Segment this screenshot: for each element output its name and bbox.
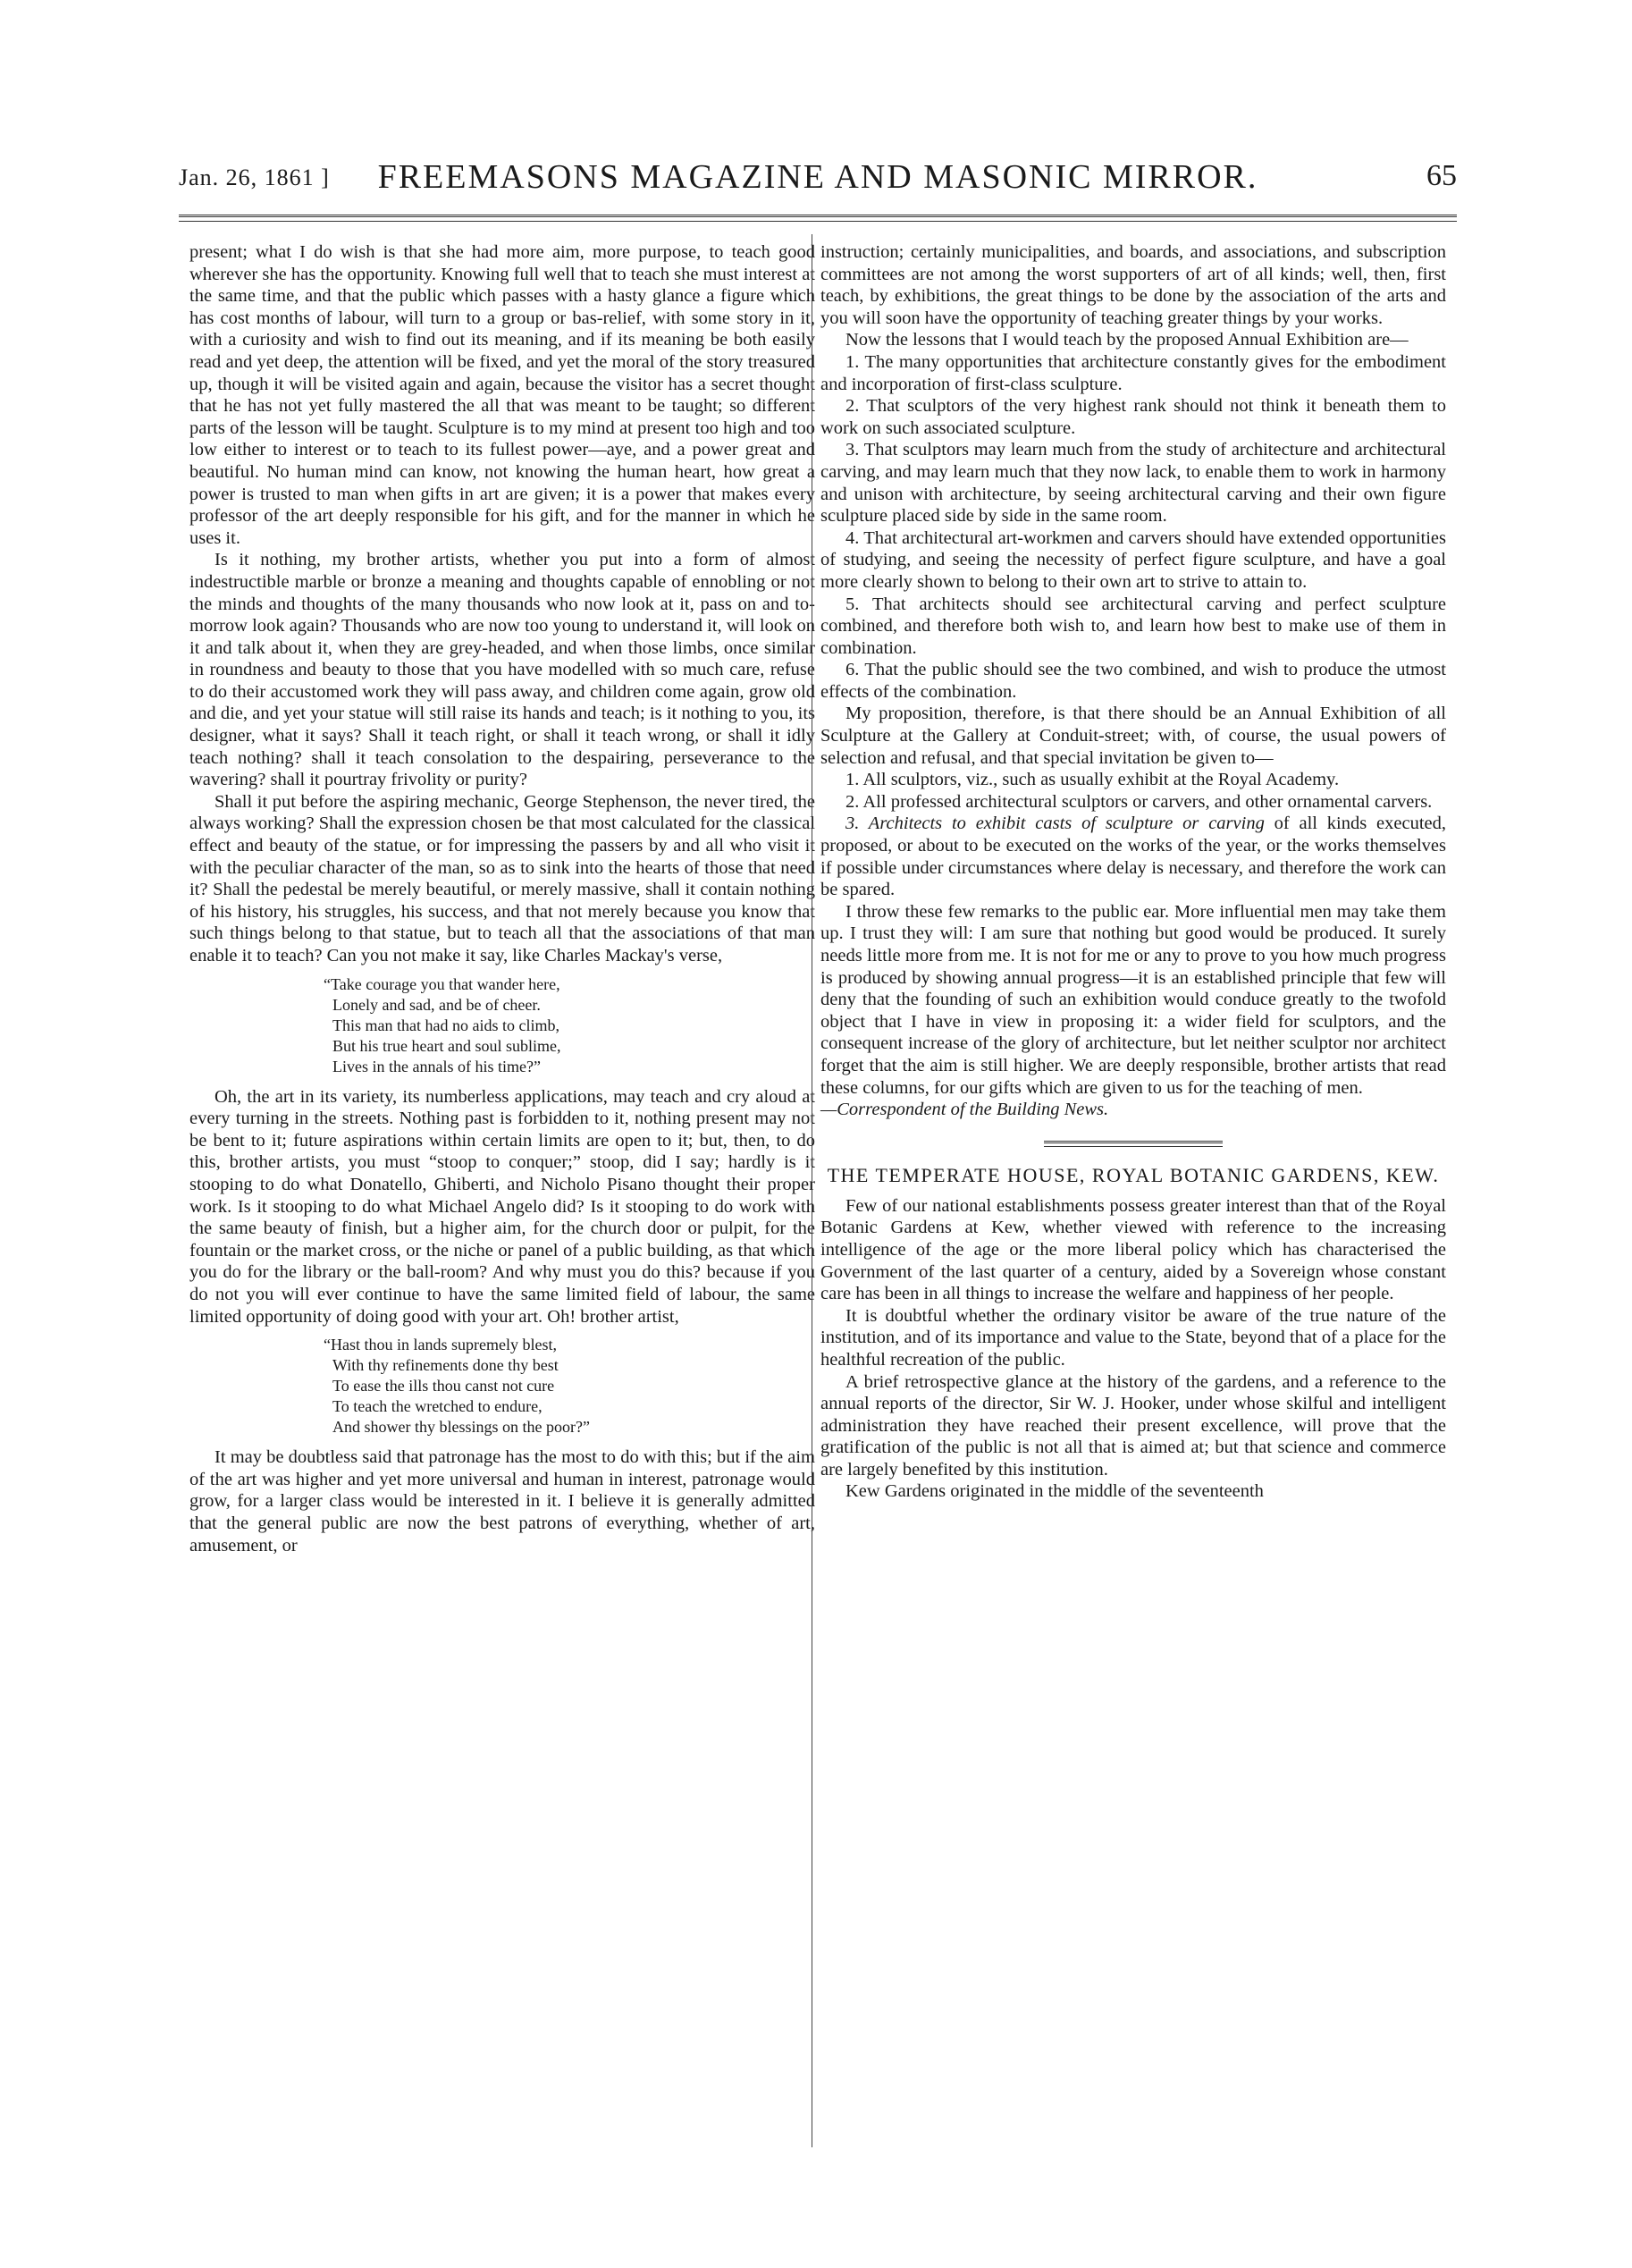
left-paragraph-5: It may be doubtless said that patronage has the most to do with this; but if the aim of the art was higher and yet more universal and human in interest, patronage would grow, for a larger class would be interested in it. I believe it is generally admitted that the general public are now the best patrons of everything, whether of art, amusement, or xyxy=(189,1447,815,1556)
left-column xyxy=(189,241,815,1556)
kew-paragraph-3: A brief retrospective glance at the history of the gardens, and a reference to the annual reports of the director, Sir W. J. Hooker, under whose skilful and intelligent administration they have reached their present excellence, will prove that the gratification of the public is not all that is aimed at; but that science and commerce are largely benefited by this institution. xyxy=(820,1371,1446,1480)
verse-line: To ease the ills thou canst not cure xyxy=(332,1377,555,1395)
lesson-item-2: 2. That sculptors of the very highest rank should not think it beneath them to work on such associated sculpture. xyxy=(820,396,1446,438)
masthead-title: FREEMASONS MAGAZINE AND MASONIC MIRROR. xyxy=(377,158,1258,196)
verse-brother-artist xyxy=(324,1335,815,1438)
page-header xyxy=(179,152,1457,206)
section-title: THE TEMPERATE HOUSE, ROYAL BOTANIC GARDENS, KEW. xyxy=(827,1163,1440,1186)
header-rule xyxy=(179,215,1457,222)
verse-line: Lonely and sad, and be of cheer. xyxy=(332,995,541,1014)
invite-item-3-rest: of all kinds executed, proposed, or about to be executed on the works of the year, or the works themselves if possible under circumstances where delay is necessary, and therefore the work can be spared. xyxy=(820,814,1446,900)
verse-mackay xyxy=(324,974,815,1077)
invite-item-2: 2. All professed architectural sculptors or carvers, and other ornamental carvers. xyxy=(845,791,1433,812)
left-paragraph-2: Is it nothing, my brother artists, whether you put into a form of almost indestructible marble or bronze a meaning and thoughts capable of ennobling or not the minds and thoughts of the many thousands who now look at it, pass on and to-morrow look again? Thousands who are now too young to understand it, will look on it and talk about it, when they are grey-headed, and when those limbs, once similar in roundness and beauty to those that you have modelled with so much care, refuse to do their accustomed work they will pass away, and children come again, grow old and die, and yet your statue will still raise its hands and teach; is it nothing to you, its designer, what it says? Shall it teach right, or shall it teach wrong, or shall it idly teach nothing? shall it teach consolation to the despairing, perseverance to the wavering? shall it pourtray frivolity or purity? xyxy=(189,550,815,790)
invite-item-3 xyxy=(820,813,1446,900)
right-paragraph-1: instruction; certainly municipalities, and boards, and associations, and subscription committees are not among the worst supporters of art of all kinds; well, then, first teach, by exhibitions, the great things to be done by the association of the arts and you will soon have the opportunity of teaching greater things by your works. xyxy=(820,242,1446,328)
verse-line: And shower thy blessings on the poor?” xyxy=(332,1418,590,1437)
page-number: 65 xyxy=(1426,159,1457,192)
verse-line: This man that had no aids to climb, xyxy=(332,1016,559,1034)
verse-line: “Hast thou in lands supremely blest, xyxy=(324,1336,557,1354)
issue-date: Jan. 26, 1861 ] xyxy=(179,164,330,190)
kew-paragraph-4: Kew Gardens originated in the middle of the seventeenth xyxy=(845,1481,1264,1502)
lesson-item-3: 3. That sculptors may learn much from the study of architecture and architectural carving, and may learn much that they now lack, to enable them to work in harmony and unison with architecture, by seeing architectural carving and their own figure sculpture placed side by side in the same room. xyxy=(820,440,1446,527)
left-paragraph-3: Shall it put before the aspiring mechanic, George Stephenson, the never tired, the always working? Shall the expression chosen be that most calculated for the classical effect and beauty of the statue, or for impressing the passers by and all who visit it with the peculiar character of the man, so as to sink into the hearts of those that need it? Shall the pedestal be merely beautiful, or merely massive, shall it contain nothing of his history, his struggles, his success, and that not merely because you know that such things belong to that statue, but to teach all that the associations of that man enable it to teach? Can you not make it say, like Charles Mackay's verse, xyxy=(189,791,815,965)
lesson-item-4: 4. That architectural art-workmen and carvers should have extended opportunities of studying, and seeing the necessity of perfect figure sculpture, and have a goal more clearly shown to belong to their own art to strive to attain to. xyxy=(820,527,1446,592)
left-paragraph-4: Oh, the art in its variety, its numberless applications, may teach and cry aloud at every turning in the streets. Nothing past is forbidden to it, nothing present may not be bent to it; future aspirations within certain limits are open to it; but, then, to do this, brother artists, you must “stoop to conquer;” stoop, did I say; hardly is it stooping to do what Donatello, Ghiberti, and Nicholo Pisano thought their proper work. Is it stooping to do what Michael Angelo did? Is it stooping to do work with the same beauty of finish, but a higher aim, for the church door or pulpit, for the fountain or the market cross, or the niche or panel of a public building, as that which you do for the library or the ball-room? And why must you do this? because if you do not you will ever continue to have the same limited field of labour, the same limited opportunity of doing good with your art. Oh! brother artist, xyxy=(189,1086,815,1327)
verse-line: But his true heart and soul sublime, xyxy=(332,1036,561,1055)
article-signature: —Correspondent of the Building News. xyxy=(820,1100,1109,1120)
left-paragraph-1: present; what I do wish is that she had more aim, more purpose, to teach good wherever she has the opportunity. Knowing full well that to teach she must interest at the same time, and that the public which passes with a hasty glance a figure which has cost months of labour, will turn to a group or bas-relief, with some story in it, with a curiosity and wish to find out its meaning, and if its meaning be both easily read and yet deep, the attention will be fixed, and yet the moral of the story treasured up, though it will be visited again and again, because the visitor has a secret thought that he has not yet fully mastered the all that was meant to be taught; so different parts of the lesson will be taught. Sculpture is to my mind at present too high and too low either to interest or to teach to its fullest power—aye, and a power great and beautiful. No human mind can know, not knowing the human heart, how great a power is trusted to man when gifts in art are given; it is a power that makes every professor of the art deeply responsible for his gift, and for the manner in which he uses it. xyxy=(189,242,815,548)
invite-item-1: 1. All sculptors, viz., such as usually exhibit at the Royal Academy. xyxy=(845,770,1340,790)
verse-line: “Take courage you that wander here, xyxy=(324,974,560,993)
right-paragraph-3: My proposition, therefore, is that there should be an Annual Exhibition of all Sculpture at the Gallery at Conduit-street; with, of course, the usual powers of selection and refusal, and that special invitation be given to— xyxy=(820,704,1446,768)
right-column xyxy=(820,241,1446,1503)
lesson-item-1: 1. The many opportunities that architecture constantly gives for the embodiment and incorporation of first-class sculpture. xyxy=(820,351,1446,394)
verse-line: To teach the wretched to endure, xyxy=(332,1397,543,1416)
verse-line: Lives in the annals of his time?” xyxy=(332,1057,541,1075)
verse-line: With thy refinements done thy best xyxy=(332,1356,559,1375)
section-separator xyxy=(1044,1141,1223,1147)
kew-paragraph-2: It is doubtful whether the ordinary visitor be aware of the true nature of the institution, and of its importance and value to the State, beyond that of a place for the healthful recreation of the public. xyxy=(820,1305,1446,1370)
lesson-item-6: 6. That the public should see the two combined, and wish to produce the utmost effects of the combination. xyxy=(820,660,1446,702)
kew-paragraph-1: Few of our national establishments possess greater interest than that of the Royal Botanic Gardens at Kew, whether viewed with reference to the increasing intelligence of the age or the more liberal policy which has characterised the Government of the last quarter of a century, aided by a Sovereign whose constant care has been in all things to increase the welfare and happiness of her people. xyxy=(820,1195,1446,1304)
right-paragraph-4: I throw these few remarks to the public ear. More influential men may take them up. I trust they will: I am sure that nothing but good would be produced. It surely needs little more from me. It is not for me or any to prove to you how much progress is produced by showing annual progress—it is an established principle that few will deny that the founding of such an exhibition would conduce greatly to the twofold object that I have in view in proposing it: a wider field for sculptors, and the consequent increase of the glory of architecture, but let neither sculptor nor architect forget that the aim is still higher. We are deeply responsible, brother artists that read these columns, for our gifts which are given to us for the teaching of men. xyxy=(820,901,1446,1098)
lesson-item-5: 5. That architects should see architectural carving and perfect sculpture combined, and therefore both wish to, and learn how best to make use of them in combination. xyxy=(820,594,1446,658)
invite-item-3-italic: 3. Architects to exhibit casts of sculpture or carving xyxy=(845,814,1265,834)
right-paragraph-2: Now the lessons that I would teach by the proposed Annual Exhibition are— xyxy=(845,330,1409,350)
